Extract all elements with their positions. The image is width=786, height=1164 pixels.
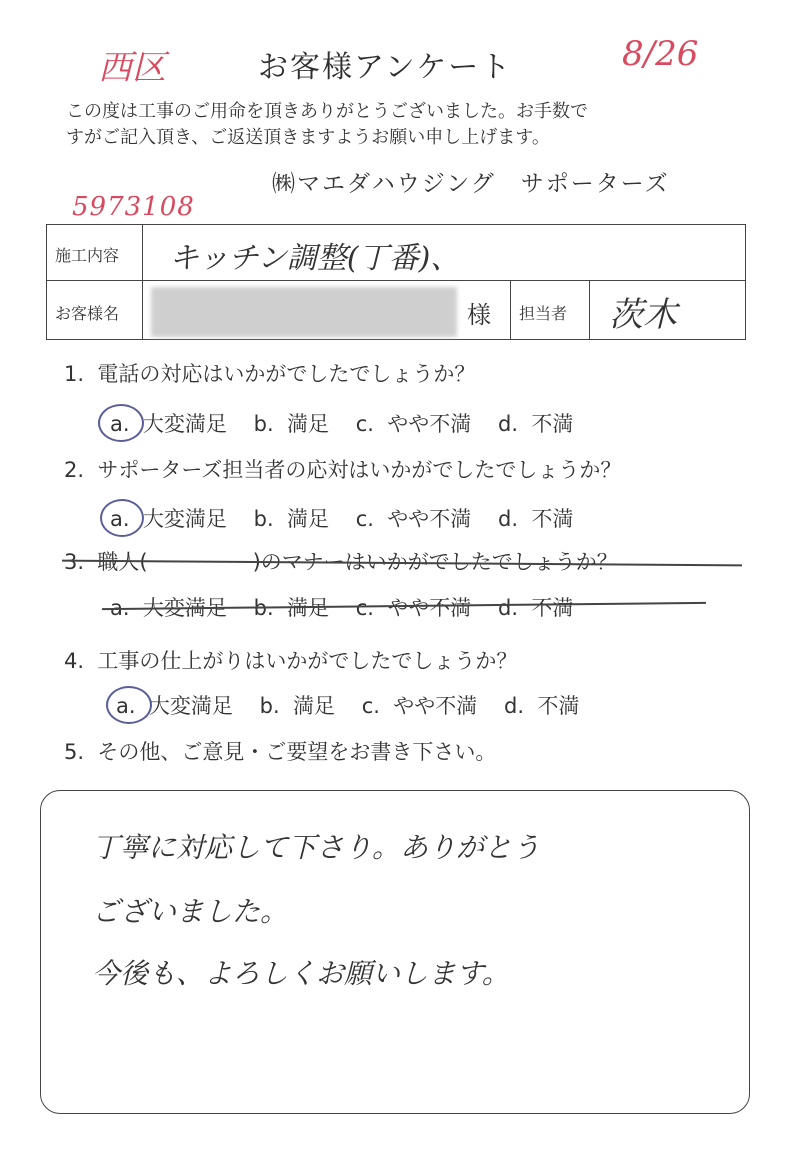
survey-title: お客様アンケート xyxy=(258,50,513,85)
label-column-divider xyxy=(142,225,143,339)
options-row-3-struck: a. 大変満足 b. 満足 c. やや不満 d. 不満 xyxy=(110,596,574,620)
question-text: 電話の対応はいかがでしたでしょうか？ xyxy=(97,362,476,386)
comment-line-2: ございました。 xyxy=(92,895,289,928)
staff-label: 担当者 xyxy=(519,304,568,323)
company-name: ㈱マエダハウジング サポーターズ xyxy=(272,171,670,197)
question-text: 職人( )のマナーはいかがでしたでしょうか？ xyxy=(97,550,618,574)
ward-handwritten: 西区 xyxy=(98,48,166,88)
comment-line-1: 丁寧に対応して下さり。ありがとう xyxy=(92,831,541,864)
options-row-1: a. 大変満足 b. 満足 c. やや不満 d. 不満 xyxy=(110,412,574,436)
question-1 xyxy=(64,358,475,388)
reference-number: 5973108 xyxy=(72,192,195,222)
table-row-divider xyxy=(47,280,745,281)
work-label: 施工内容 xyxy=(55,246,120,265)
question-text: その他、ご意見・ご要望をお書き下さい。 xyxy=(97,740,497,764)
intro-line-1: この度は工事のご用命を頂きありがとうございました。お手数で xyxy=(66,101,588,122)
question-4 xyxy=(64,645,517,675)
question-text: 工事の仕上がりはいかがでしたでしょうか？ xyxy=(97,649,518,673)
question-number: 1. xyxy=(64,362,85,386)
question-number: 5. xyxy=(64,740,85,764)
question-5 xyxy=(64,736,496,766)
staff-divider xyxy=(589,280,590,340)
honorific: 様 xyxy=(467,301,491,329)
customer-label: お客様名 xyxy=(55,304,120,323)
question-number: 3. xyxy=(64,550,85,574)
intro-line-2: すがご記入頂き、ご返送頂きますようお願い申し上げます。 xyxy=(66,127,550,148)
question-text: サポーターズ担当者の応対はいかがでしたでしょうか？ xyxy=(97,458,622,482)
redacted-customer-name xyxy=(151,287,457,337)
question-2 xyxy=(64,454,621,484)
work-value: キッチン調整(丁番)、 xyxy=(169,241,461,276)
staff-value: 茨木 xyxy=(609,295,677,335)
comment-line-3: 今後も、よろしくお願いします。 xyxy=(92,957,510,990)
question-number: 4. xyxy=(64,649,85,673)
honorific-divider xyxy=(510,280,511,340)
question-number: 2. xyxy=(64,458,85,482)
options-row-4: a. 大変満足 b. 満足 c. やや不満 d. 不満 xyxy=(116,694,580,718)
options-row-2: a. 大変満足 b. 満足 c. やや不満 d. 不満 xyxy=(110,507,574,531)
info-table xyxy=(46,224,746,340)
date-handwritten: 8/26 xyxy=(622,34,699,74)
